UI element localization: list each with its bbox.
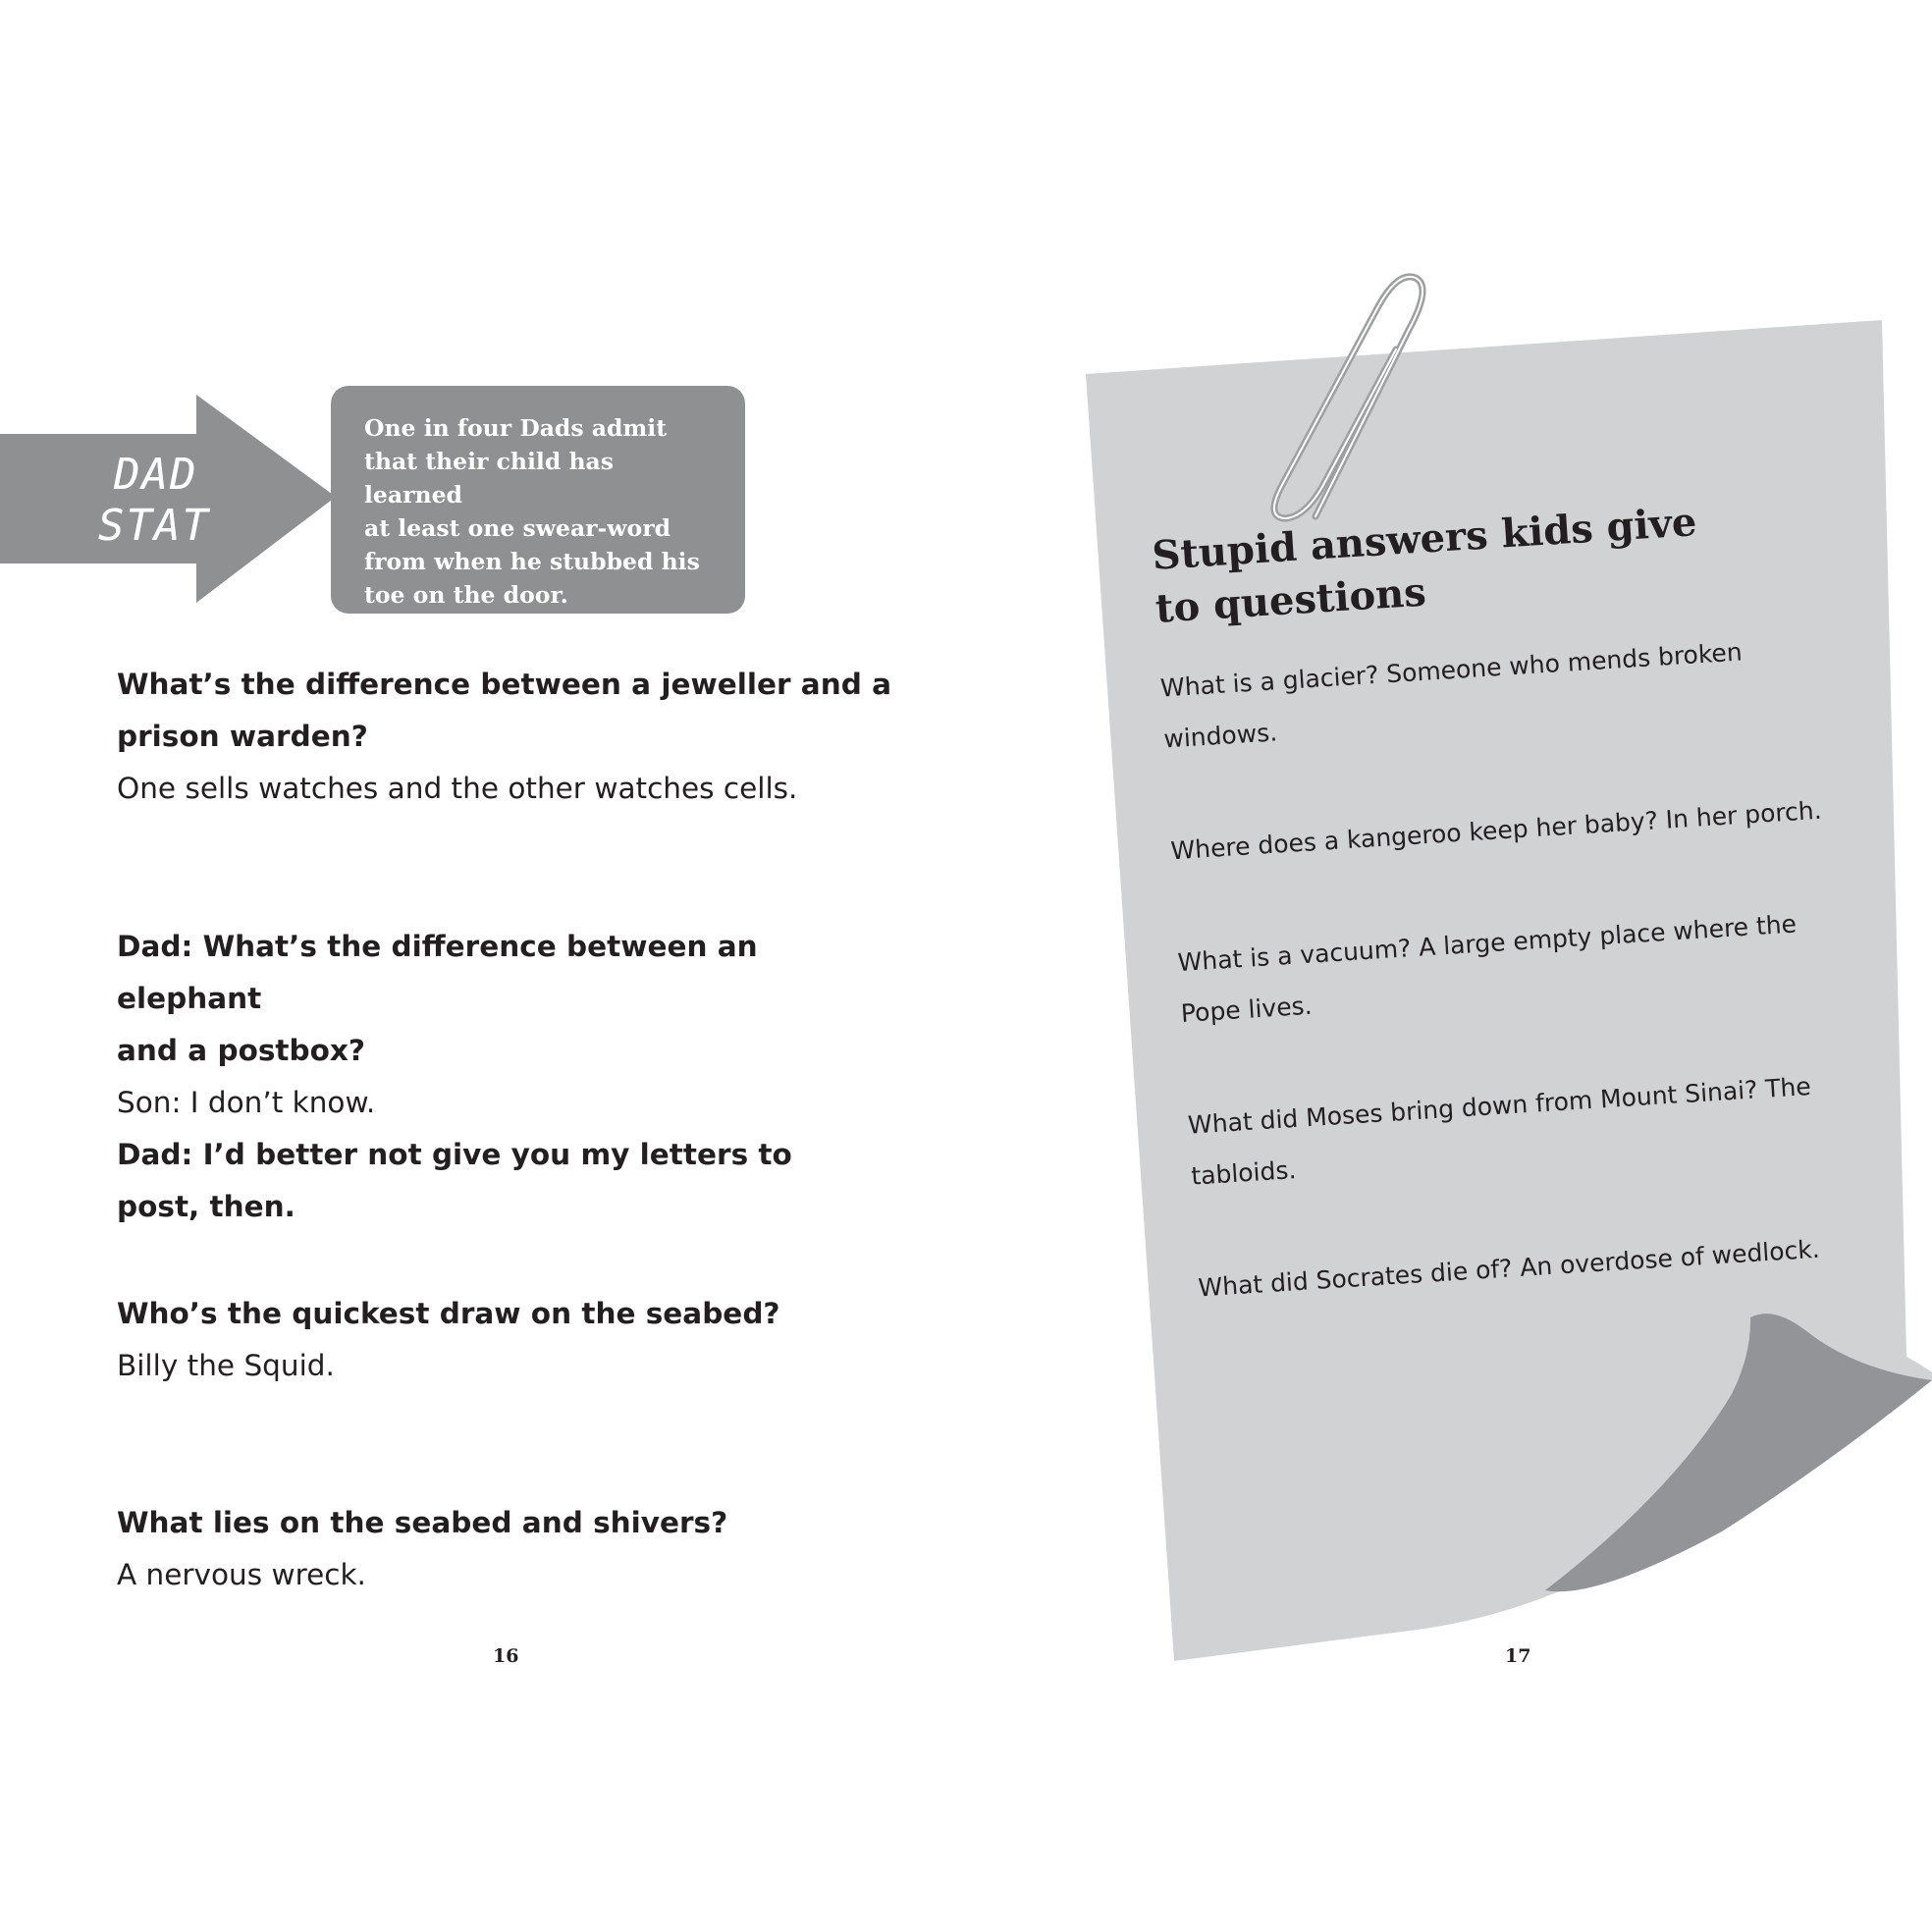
- dad-stat-line: One in four Dads admit: [364, 414, 668, 442]
- dad-stat-label-dad: DAD: [114, 450, 198, 500]
- note-item-line: Where does a kangeroo keep her baby? In her porch.: [1169, 795, 1823, 866]
- joke-question: Who’s the quickest draw on the seabed?: [117, 1297, 780, 1330]
- joke-wreck: [117, 1497, 902, 1601]
- page-number-right: 17: [1505, 1645, 1531, 1667]
- joke-question: What lies on the seabed and shivers?: [117, 1506, 728, 1539]
- joke-question: prison warden?: [117, 720, 368, 753]
- note-title-line: Stupid answers kids give: [1151, 499, 1698, 579]
- note-item-line: tabloids.: [1190, 1155, 1298, 1191]
- joke-elephant: [117, 921, 902, 1233]
- page-number-left: 16: [493, 1645, 519, 1667]
- joke-question: and a postbox?: [117, 1034, 366, 1067]
- joke-jeweller: [117, 659, 902, 815]
- dad-stat-line: at least one swear-word: [364, 514, 671, 542]
- joke-question: What’s the difference between a jeweller and a: [117, 668, 891, 701]
- note-item-line: What did Socrates die of? An overdose of wedlock.: [1197, 1234, 1821, 1303]
- note-title-line: to questions: [1154, 568, 1428, 632]
- dad-stat-line: from when he stubbed his: [364, 548, 700, 575]
- dad-stat-box: [331, 386, 745, 614]
- dad-stat-line: toe on the door.: [364, 581, 568, 609]
- note-item-line: What did Moses bring down from Mount Sinai? The: [1187, 1071, 1812, 1140]
- note-content: [1151, 486, 1905, 1315]
- note-item-line: Pope lives.: [1180, 991, 1314, 1028]
- note-item-line: What is a vacuum? A large empty place where the: [1176, 909, 1798, 978]
- dad-stat-line: that their child has learned: [364, 448, 614, 509]
- note-item-line: What is a glacier? Someone who mends broken: [1159, 637, 1744, 703]
- joke-squid: [117, 1288, 902, 1392]
- dad-stat-label-stat: STAT: [98, 501, 210, 551]
- joke-answer: Billy the Squid.: [117, 1349, 335, 1382]
- joke-question: post, then.: [117, 1190, 295, 1223]
- note-item-line: windows.: [1162, 718, 1278, 754]
- joke-answer: A nervous wreck.: [117, 1558, 366, 1591]
- joke-answer: Son: I don’t know.: [117, 1086, 376, 1119]
- joke-question: Dad: I’d better not give you my letters to: [117, 1138, 792, 1171]
- joke-answer: One sells watches and the other watches cells.: [117, 772, 798, 805]
- joke-question: Dad: What’s the difference between an elephant: [117, 930, 758, 1015]
